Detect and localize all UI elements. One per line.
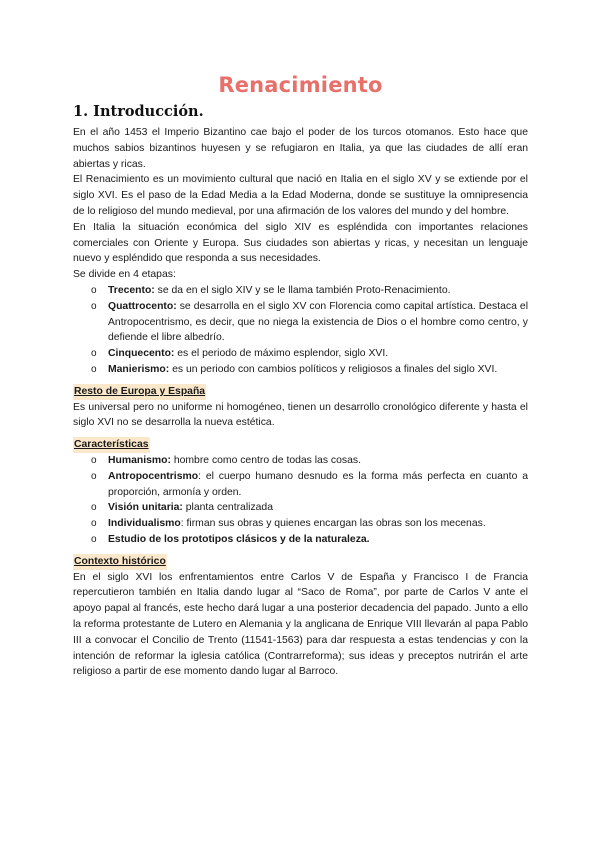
list-item-term: Cinquecento: bbox=[108, 348, 175, 360]
characteristics-list bbox=[73, 453, 528, 548]
paragraph: En el siglo XVI los enfrentamientos entre Carlos V de España y Francisco I de Francia repercutieron también en Italia dando lugar al “Saco de Roma”, por parte de Carlos V ante el apoyo papal al francés, este hecho dará lugar a una posterior decadencia del papado. Junto a ello la reforma protestante de Lutero en Alemania y la anglicana de Enrique VIII llevarán al papa Pablo III a convocar el Concilio de Trento (11541-1563) para dar respuesta a estas tendencias y con la intención de reformar la iglesia católica (Contrarreforma); sus ideas y preceptos nutrirán el arte religioso a partir de ese momento dando lugar al Barroco. bbox=[73, 571, 528, 678]
list-item-term: Estudio de los prototipos clásicos y de la naturaleza. bbox=[108, 533, 370, 545]
list-item bbox=[108, 516, 528, 532]
list-item bbox=[108, 299, 528, 346]
list-item-text: : el cuerpo humano desnudo es la forma más perfecta en cuanto a proporción, armonía y orden. bbox=[108, 470, 528, 498]
page-title: Renacimiento bbox=[218, 73, 383, 97]
list-item-term: Quattrocento: bbox=[108, 300, 177, 312]
list-item-text: hombre como centro de todas las cosas. bbox=[170, 454, 361, 466]
section-heading-introduccion: 1. Introducción. bbox=[73, 103, 204, 120]
list-item-text: : firman sus obras y quienes encargan las obras son los mecenas. bbox=[180, 518, 486, 530]
list-item-term: Individualismo bbox=[108, 518, 181, 530]
section-heading-contexto: Contexto histórico bbox=[73, 554, 167, 570]
list-item-text: se da en el siglo XIV y se le llama también Proto-Renacimiento. bbox=[154, 284, 451, 296]
section-heading-resto: Resto de Europa y España bbox=[73, 384, 206, 400]
list-item-term: Antropocentrismo bbox=[108, 470, 199, 482]
list-item-term: Visión unitaria: bbox=[108, 502, 183, 514]
paragraph: Es universal pero no uniforme ni homogéneo, tienen un desarrollo cronológico diferente y hasta el siglo XVI no se desarrolla la nueva estética. bbox=[73, 401, 528, 429]
paragraph: En Italia la situación económica del siglo XIV es espléndida con importantes relaciones comerciales con Oriente y Europa. Sus ciudades son abiertas y ricas, y necesitan un lenguaje nuevo y espléndido que responda a sus necesidades. bbox=[73, 221, 528, 265]
list-item bbox=[108, 532, 528, 548]
list-item bbox=[108, 453, 528, 469]
list-item-term: Trecento: bbox=[108, 284, 155, 296]
list-item bbox=[108, 346, 528, 362]
section-heading-caracteristicas: Características bbox=[73, 437, 150, 453]
list-item-text: es el periodo de máximo esplendor, siglo XVI. bbox=[174, 348, 389, 360]
list-item-text: se desarrolla en el siglo XV con Florencia como capital artística. Destaca el Antropocentrismo, es decir, que no niega la existencia de Dios o el hombre como centro, y defiende el libre albedrío. bbox=[108, 300, 528, 344]
list-item-term: Humanismo: bbox=[108, 454, 171, 466]
list-item bbox=[108, 469, 528, 501]
paragraph: En el año 1453 el Imperio Bizantino cae bajo el poder de los turcos otomanos. Esto hace que muchos sabios bizantinos huyesen y se refugiaron en Italia, ya que las ciudades de allí eran abiertas y ricas. bbox=[73, 127, 528, 170]
list-item-text: planta centralizada bbox=[182, 502, 273, 514]
stages-intro: Se divide en 4 etapas: bbox=[73, 269, 176, 281]
document-page bbox=[73, 0, 528, 680]
list-item-text: es un periodo con cambios políticos y religiosos a finales del siglo XVI. bbox=[169, 363, 498, 375]
paragraph: El Renacimiento es un movimiento cultural que nació en Italia en el siglo XV y se extiende por el siglo XVI. Es el paso de la Edad Media a la Edad Moderna, donde se sustituye la omnipresencia de lo religioso del mundo medieval, por una afirmación de los valores del mundo y del hombre. bbox=[73, 174, 528, 217]
list-item bbox=[108, 362, 528, 378]
list-item bbox=[108, 500, 528, 516]
list-item-term: Manierismo: bbox=[108, 363, 170, 375]
stages-list bbox=[73, 283, 528, 378]
list-item bbox=[108, 283, 528, 299]
